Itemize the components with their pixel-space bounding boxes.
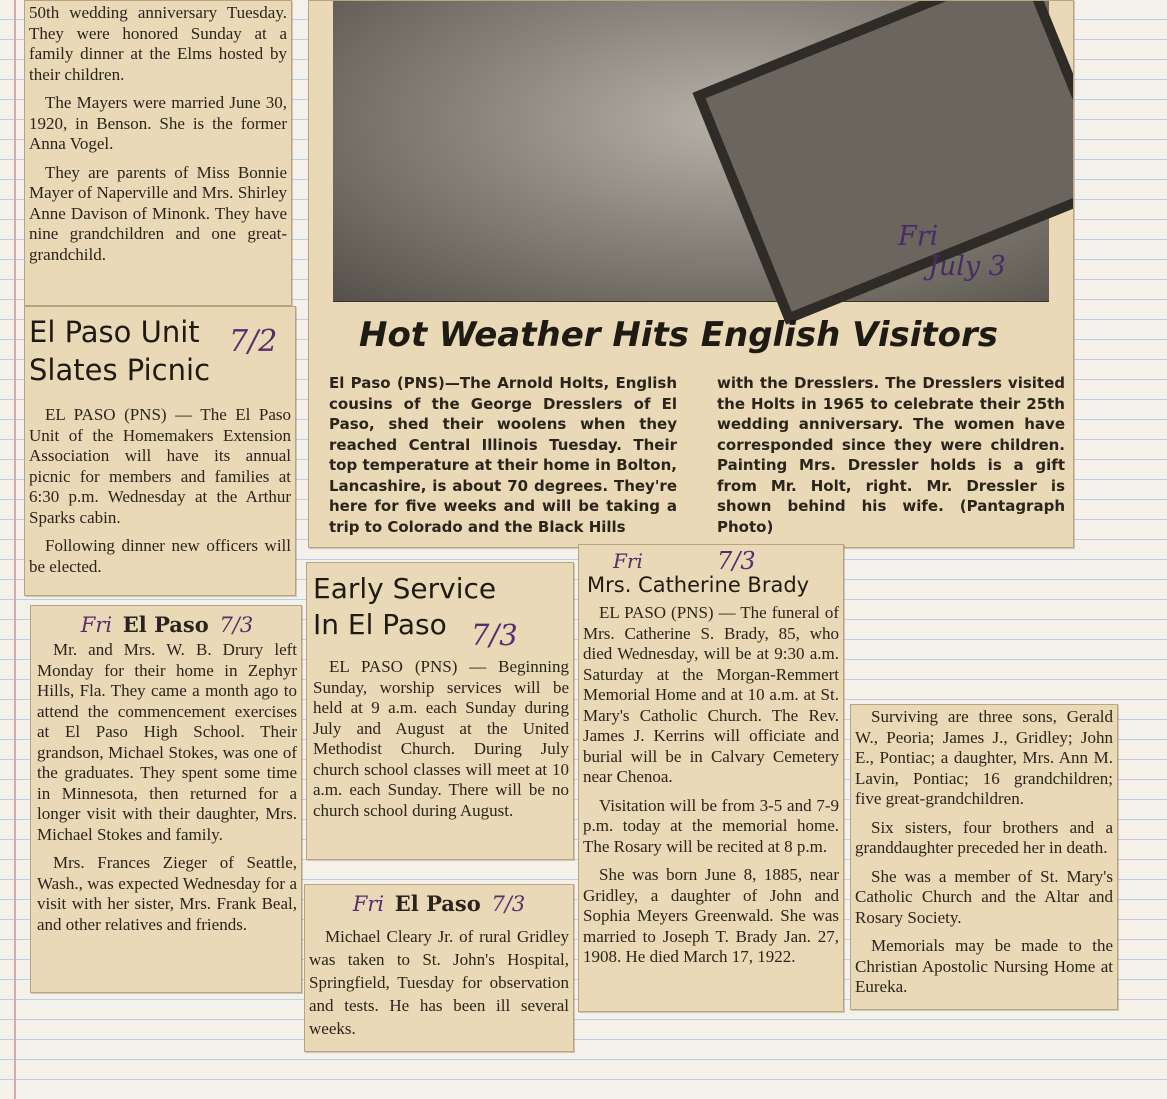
paragraph: 50th wedding anniversary Tuesday. They were honored Sunday at a family dinner at the Elms hosted by their children. — [29, 3, 287, 84]
paragraph: Visitation will be from 3-5 and 7-9 p.m. today at the memorial home. The Rosary will be recited at 8 p.m. — [583, 795, 839, 856]
service-clipping — [306, 562, 574, 860]
brady-headline: Mrs. Catherine Brady — [587, 573, 810, 597]
service-text — [313, 657, 569, 821]
paragraph: Following dinner new officers will be elected. — [29, 536, 291, 576]
handwritten-date: 7/3 — [219, 613, 254, 637]
handwritten-date: 7/3 — [717, 547, 756, 575]
headline-line: Early Service — [313, 572, 497, 605]
headline-line: In El Paso — [313, 608, 447, 641]
paragraph: Mrs. Frances Zieger of Seattle, Wash., was expected Wednesday for a visit with her sister, Mrs. Frank Beal, and other relatives and friends. — [37, 853, 297, 934]
anniversary-text — [29, 3, 287, 265]
photo-headline: Hot Weather Hits English Visitors — [359, 315, 999, 355]
handwritten-date: July 3 — [928, 251, 1006, 282]
service-headline — [313, 571, 569, 652]
paragraph: She was a member of St. Mary's Catholic Church and the Altar and Rosary Society. — [855, 866, 1113, 927]
paragraph: The Mayers were married June 30, 1920, in Benson. She is the former Anna Vogel. — [29, 93, 287, 153]
paragraph: EL PASO (PNS) — The El Paso Unit of the Homemakers Extension Association will have its annual picnic for members and families at 6:30 p.m. Wednesday at the Arthur Sparks cabin. — [29, 405, 291, 527]
paragraph: Surviving are three sons, Gerald W., Peoria; James J., Gridley; John E., Pontiac; a daughter, Mrs. Ann M. Lavin, Pontiac; 16 grandchildren; five great-grandchildren. — [855, 707, 1113, 808]
cleary-header — [309, 891, 569, 921]
picnic-clipping — [24, 306, 296, 596]
drury-header — [37, 612, 297, 640]
handwritten-day: Fri — [80, 613, 113, 637]
handwritten-date: 7/2 — [229, 324, 278, 359]
picnic-text — [29, 405, 291, 577]
drury-text — [37, 640, 297, 935]
cleary-headline: El Paso — [394, 891, 481, 916]
headline-line: El Paso Unit — [29, 315, 200, 349]
cleary-clipping — [304, 884, 574, 1052]
handwritten-date: 7/3 — [491, 892, 526, 916]
handwritten-day: Fri — [898, 221, 939, 252]
painting-frame — [693, 0, 1074, 325]
drury-headline: El Paso — [122, 612, 209, 637]
brady-continued-clipping — [850, 704, 1118, 1010]
paragraph: Mr. and Mrs. W. B. Drury left Monday for their home in Zephyr Hills, Fla. They came a month ago to attend the commencement exercises at El Paso High School. Their grandson, Michael Stokes, was one of the graduates. They spent some time in Minnesota, then returned for a longer visit with their daughter, Mrs. Michael Stokes and family. — [37, 640, 297, 844]
brady-continued-text — [855, 707, 1113, 998]
paragraph: Six sisters, four brothers and a granddaughter preceded her in death. — [855, 817, 1113, 857]
paragraph: Memorials may be made to the Christian Apostolic Nursing Home at Eureka. — [855, 936, 1113, 996]
handwritten-date: 7/3 — [471, 618, 518, 652]
anniversary-clipping — [24, 0, 292, 306]
brady-clipping — [578, 544, 844, 1012]
paragraph: EL PASO (PNS) — The funeral of Mrs. Catherine S. Brady, 85, who died Wednesday, will be at 9:30 a.m. Saturday at the Morgan-Remmert Memorial Home and at 10 a.m. at St. Mary's Catholic Church. The Rev. James J. Kerrins will officiate and burial will be in Calvary Cemetery near Chenoa. — [583, 603, 839, 786]
picnic-headline — [29, 313, 291, 389]
photo-clipping — [308, 0, 1074, 548]
paragraph: Michael Cleary Jr. of rural Gridley was taken to St. John's Hospital, Springfield, Tuesday for observation and tests. He has been ill several weeks. — [309, 927, 569, 1038]
caption-col1: El Paso (PNS)—The Arnold Holts, English cousins of the George Dresslers of El Paso, shed their woolens when they reached Central Illinois Tuesday. Their top temperature at their home in Bolton, Lancashire, is about 70 degrees. They're here for five weeks and will be taking a trip to Colorado and the Black Hills — [329, 374, 677, 536]
notebook-margin-line — [14, 0, 16, 1099]
brady-header — [583, 549, 839, 603]
paragraph: They are parents of Miss Bonnie Mayer of Naperville and Mrs. Shirley Anne Davison of Minonk. They have nine grandchildren and one great-grandchild. — [29, 162, 287, 264]
drury-clipping — [30, 605, 302, 993]
cleary-text — [309, 925, 569, 1040]
news-photo — [333, 1, 1049, 302]
headline-line: Slates Picnic — [29, 353, 211, 387]
handwritten-day: Fri — [352, 892, 385, 916]
paragraph: EL PASO (PNS) — Beginning Sunday, worship services will be held at 9 a.m. each Sunday during July and August at the United Methodist Church. During July church school classes will meet at 10 a.m. each Sunday. There will be no church school during August. — [313, 657, 569, 820]
caption-columns — [329, 373, 1065, 537]
handwritten-day: Fri — [613, 549, 643, 573]
brady-text — [583, 603, 839, 968]
paragraph: She was born June 8, 1885, near Gridley, a daughter of John and Sophia Meyers Greenwald. She was married to Joseph T. Brady Jan. 27, 1908. He died March 17, 1922. — [583, 865, 839, 966]
caption-col2: with the Dresslers. The Dresslers visited the Holts in 1965 to celebrate their 25th wedding anniversary. The women have corresponded since they were children. Painting Mrs. Dressler holds is a gift from Mr. Holt, right. Mr. Dressler is shown behind his wife. (Pantagraph Photo) — [717, 374, 1065, 536]
